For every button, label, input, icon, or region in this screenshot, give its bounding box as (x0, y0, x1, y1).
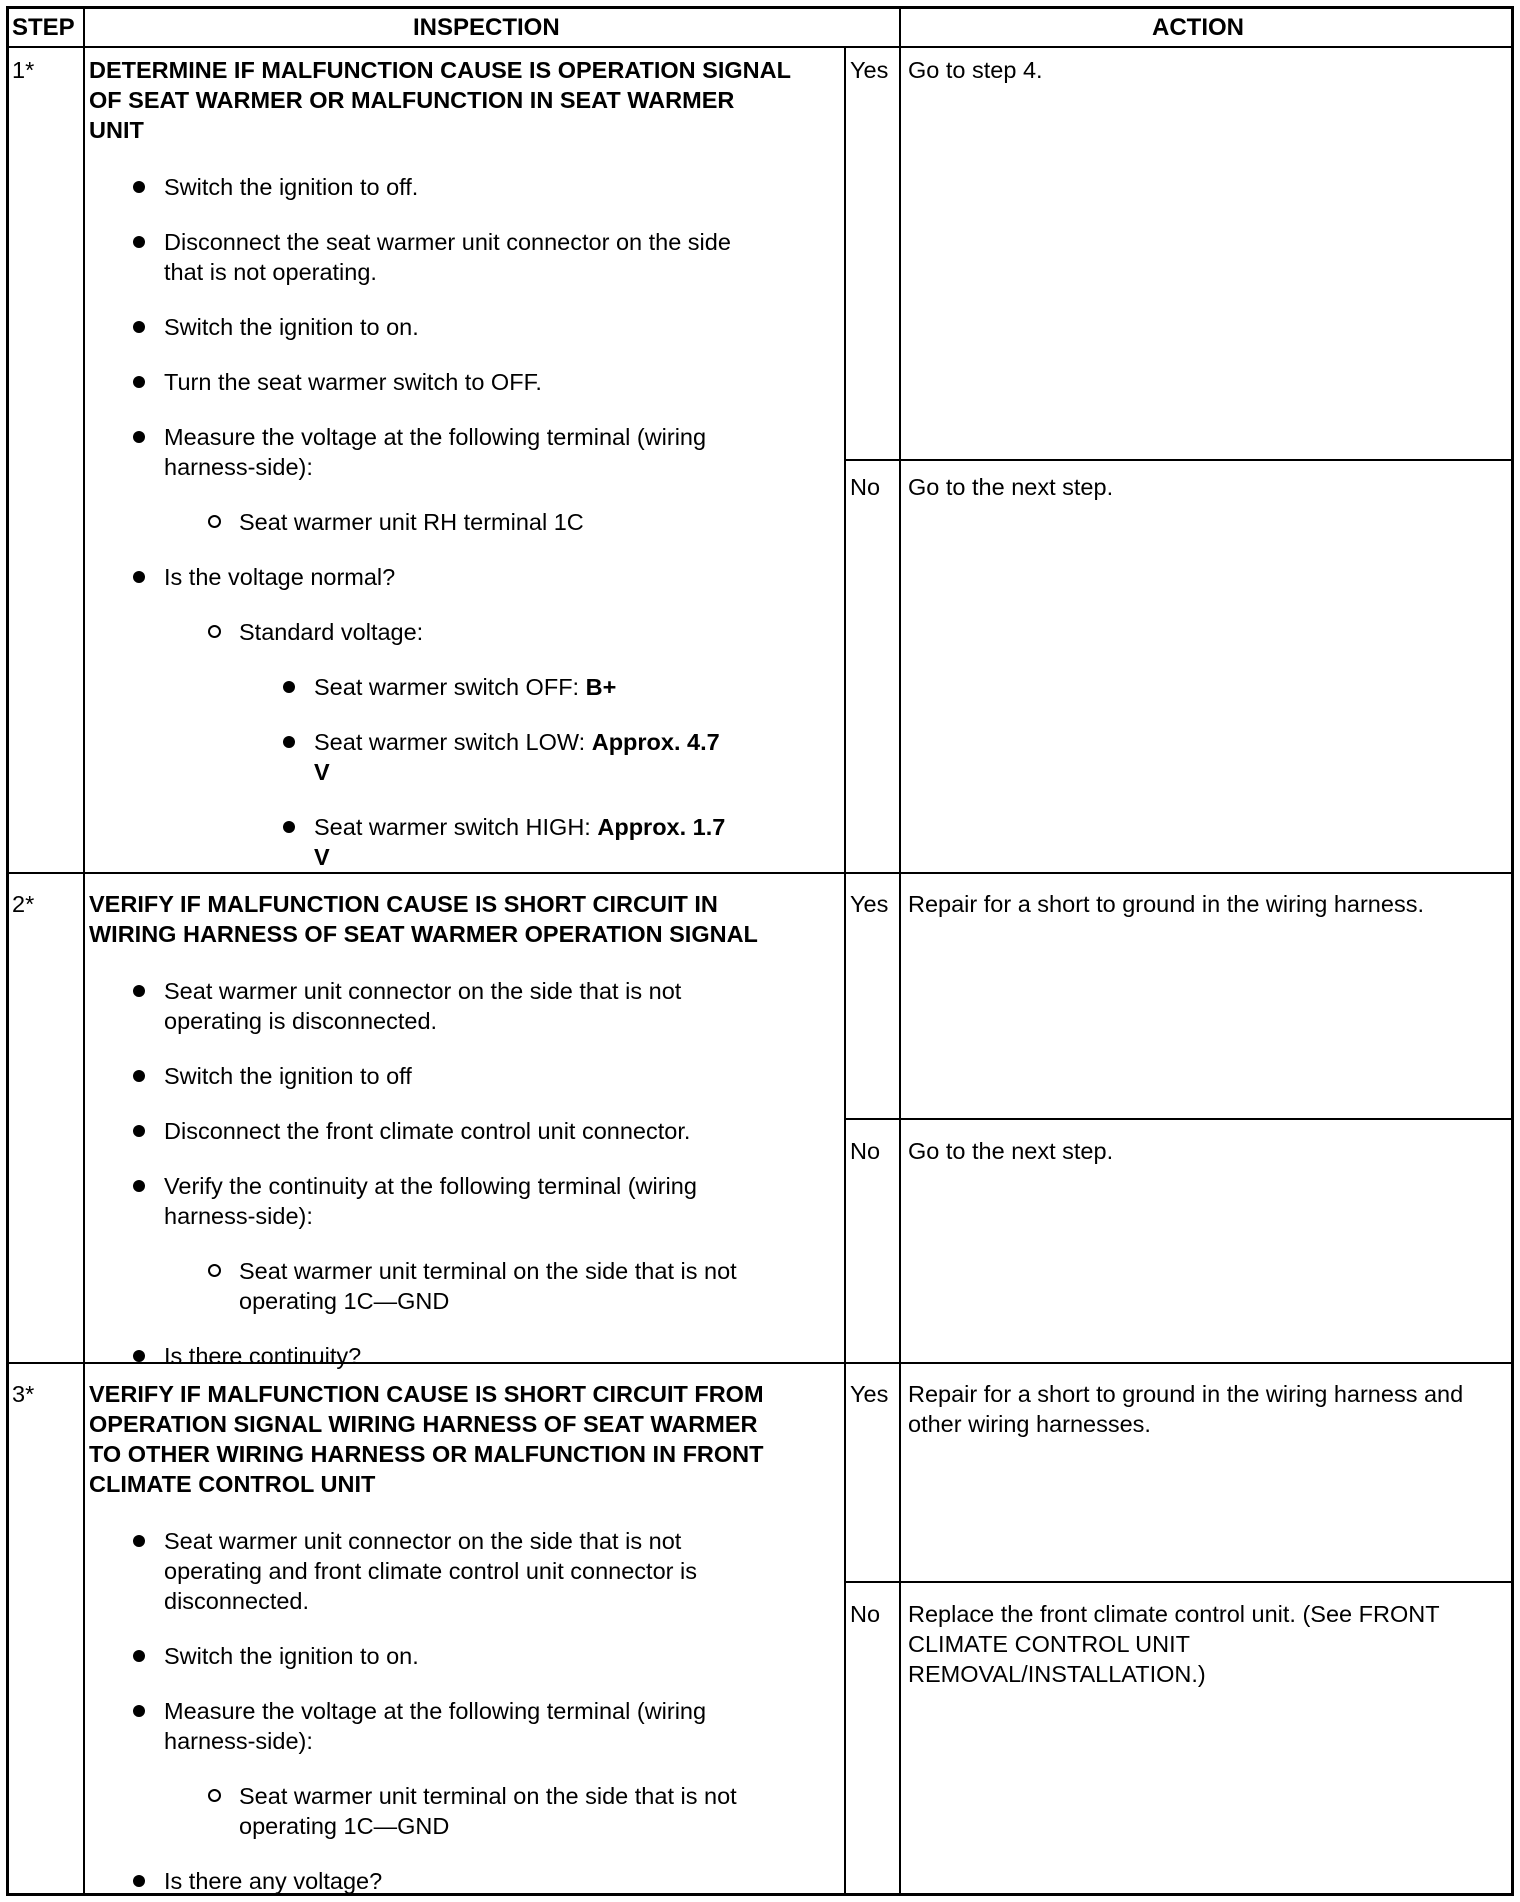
instruction-subitem: operating 1C—GND (239, 1288, 450, 1314)
sub-bullet-icon (208, 1789, 221, 1802)
step-title: OF SEAT WARMER OR MALFUNCTION IN SEAT WARMER (89, 87, 735, 113)
instruction-item: Verify the continuity at the following terminal (wiring (164, 1173, 697, 1199)
instruction-item: Switch the ignition to on. (164, 1643, 419, 1669)
step-title: TO OTHER WIRING HARNESS OR MALFUNCTION IN FRONT (89, 1441, 764, 1467)
instruction-item: Switch the ignition to off (164, 1063, 412, 1089)
instruction-item: Seat warmer unit connector on the side that is not (164, 1528, 682, 1554)
no-action: Replace the front climate control unit. (See FRONT (908, 1601, 1440, 1627)
bullet-icon (133, 376, 145, 388)
action-column-divider (899, 6, 901, 1896)
yes-label: Yes (850, 57, 889, 83)
bullet-icon (133, 1705, 145, 1717)
bullet-icon (133, 1650, 145, 1662)
step-title: WIRING HARNESS OF SEAT WARMER OPERATION SIGNAL (89, 921, 758, 947)
spec-value: Approx. 4.7 (591, 729, 720, 755)
yes-action: Repair for a short to ground in the wiring harness. (908, 891, 1424, 917)
header-step: STEP (12, 14, 75, 41)
instruction-item: operating is disconnected. (164, 1008, 438, 1034)
no-action: REMOVAL/INSTALLATION.) (908, 1661, 1206, 1687)
instruction-item: Is there continuity? (164, 1343, 362, 1369)
instruction-item: Measure the voltage at the following terminal (wiring (164, 1698, 707, 1724)
spec-value: Approx. 1.7 (597, 814, 726, 840)
instruction-item: disconnected. (164, 1588, 310, 1614)
instruction-item: Disconnect the front climate control unit connector. (164, 1118, 691, 1144)
yes-no-divider-2 (844, 1118, 1514, 1120)
bullet-icon (283, 736, 295, 748)
instruction-item: Is there any voltage? (164, 1868, 383, 1894)
spec-label: Seat warmer switch LOW: (314, 729, 592, 755)
yes-no-divider-3 (844, 1581, 1514, 1583)
spec-value-unit: V (314, 844, 330, 870)
instruction-item: Turn the seat warmer switch to OFF. (164, 369, 542, 395)
bullet-icon (133, 431, 145, 443)
step-title: VERIFY IF MALFUNCTION CAUSE IS SHORT CIRCUIT FROM (89, 1381, 764, 1407)
no-label: No (850, 1138, 881, 1164)
row-divider-1 (6, 872, 1514, 874)
step-column-divider (83, 6, 85, 1896)
spec-label: Seat warmer switch OFF: (314, 674, 586, 700)
step-title: VERIFY IF MALFUNCTION CAUSE IS SHORT CIRCUIT IN (89, 891, 718, 917)
header-action: ACTION (1152, 14, 1244, 41)
yes-label: Yes (850, 891, 889, 917)
instruction-item: Disconnect the seat warmer unit connector on the side (164, 229, 731, 255)
instruction-item: that is not operating. (164, 259, 377, 285)
instruction-subitem: Seat warmer unit terminal on the side that is not (239, 1258, 737, 1284)
yes-label: Yes (850, 1381, 889, 1407)
bullet-icon (283, 821, 295, 833)
no-action: Go to the next step. (908, 474, 1114, 500)
bullet-icon (283, 681, 295, 693)
bullet-icon (133, 571, 145, 583)
step-number: 1* (12, 57, 35, 83)
yes-no-divider-1 (844, 459, 1514, 461)
yes-action: Repair for a short to ground in the wiring harness and (908, 1381, 1464, 1407)
instruction-item: Seat warmer unit connector on the side that is not (164, 978, 682, 1004)
step-title: CLIMATE CONTROL UNIT (89, 1471, 376, 1497)
instruction-item: Switch the ignition to on. (164, 314, 419, 340)
spec-label: Seat warmer switch HIGH: (314, 814, 598, 840)
instruction-subitem: operating 1C—GND (239, 1813, 450, 1839)
bullet-icon (133, 1070, 145, 1082)
instruction-item: harness-side): (164, 1728, 313, 1754)
yes-action: other wiring harnesses. (908, 1411, 1151, 1437)
instruction-item: harness-side): (164, 1203, 313, 1229)
instruction-subitem: Standard voltage: (239, 619, 424, 645)
inspection-table (6, 6, 1514, 1896)
sub-bullet-icon (208, 625, 221, 638)
instruction-item: harness-side): (164, 454, 313, 480)
spec-item (314, 672, 616, 702)
header-divider (6, 46, 1514, 48)
step-title: UNIT (89, 117, 144, 143)
instruction-subitem: Seat warmer unit terminal on the side that is not (239, 1783, 737, 1809)
spec-value-unit: V (314, 759, 330, 785)
no-label: No (850, 1601, 881, 1627)
bullet-icon (133, 1180, 145, 1192)
spec-item (314, 727, 720, 757)
header-inspection: INSPECTION (413, 14, 560, 41)
sub-bullet-icon (208, 1264, 221, 1277)
yesno-column-divider (844, 46, 846, 1896)
step-title: DETERMINE IF MALFUNCTION CAUSE IS OPERATION SIGNAL (89, 57, 791, 83)
step-number: 3* (12, 1381, 35, 1407)
bullet-icon (133, 181, 145, 193)
instruction-item: Measure the voltage at the following terminal (wiring (164, 424, 707, 450)
bullet-icon (133, 321, 145, 333)
bullet-icon (133, 236, 145, 248)
yes-action: Go to step 4. (908, 57, 1043, 83)
step-number: 2* (12, 891, 35, 917)
bullet-icon (133, 985, 145, 997)
instruction-subitem: Seat warmer unit RH terminal 1C (239, 509, 584, 535)
spec-value: B+ (585, 674, 617, 700)
instruction-item: operating and front climate control unit connector is (164, 1558, 697, 1584)
instruction-item: Switch the ignition to off. (164, 174, 419, 200)
bullet-icon (133, 1535, 145, 1547)
bullet-icon (133, 1125, 145, 1137)
step-title: OPERATION SIGNAL WIRING HARNESS OF SEAT WARMER (89, 1411, 758, 1437)
instruction-item: Is the voltage normal? (164, 564, 396, 590)
bullet-icon (133, 1875, 145, 1887)
bullet-icon (133, 1350, 145, 1362)
no-action: CLIMATE CONTROL UNIT (908, 1631, 1191, 1657)
no-action: Go to the next step. (908, 1138, 1114, 1164)
no-label: No (850, 474, 881, 500)
spec-item (314, 812, 725, 842)
sub-bullet-icon (208, 515, 221, 528)
